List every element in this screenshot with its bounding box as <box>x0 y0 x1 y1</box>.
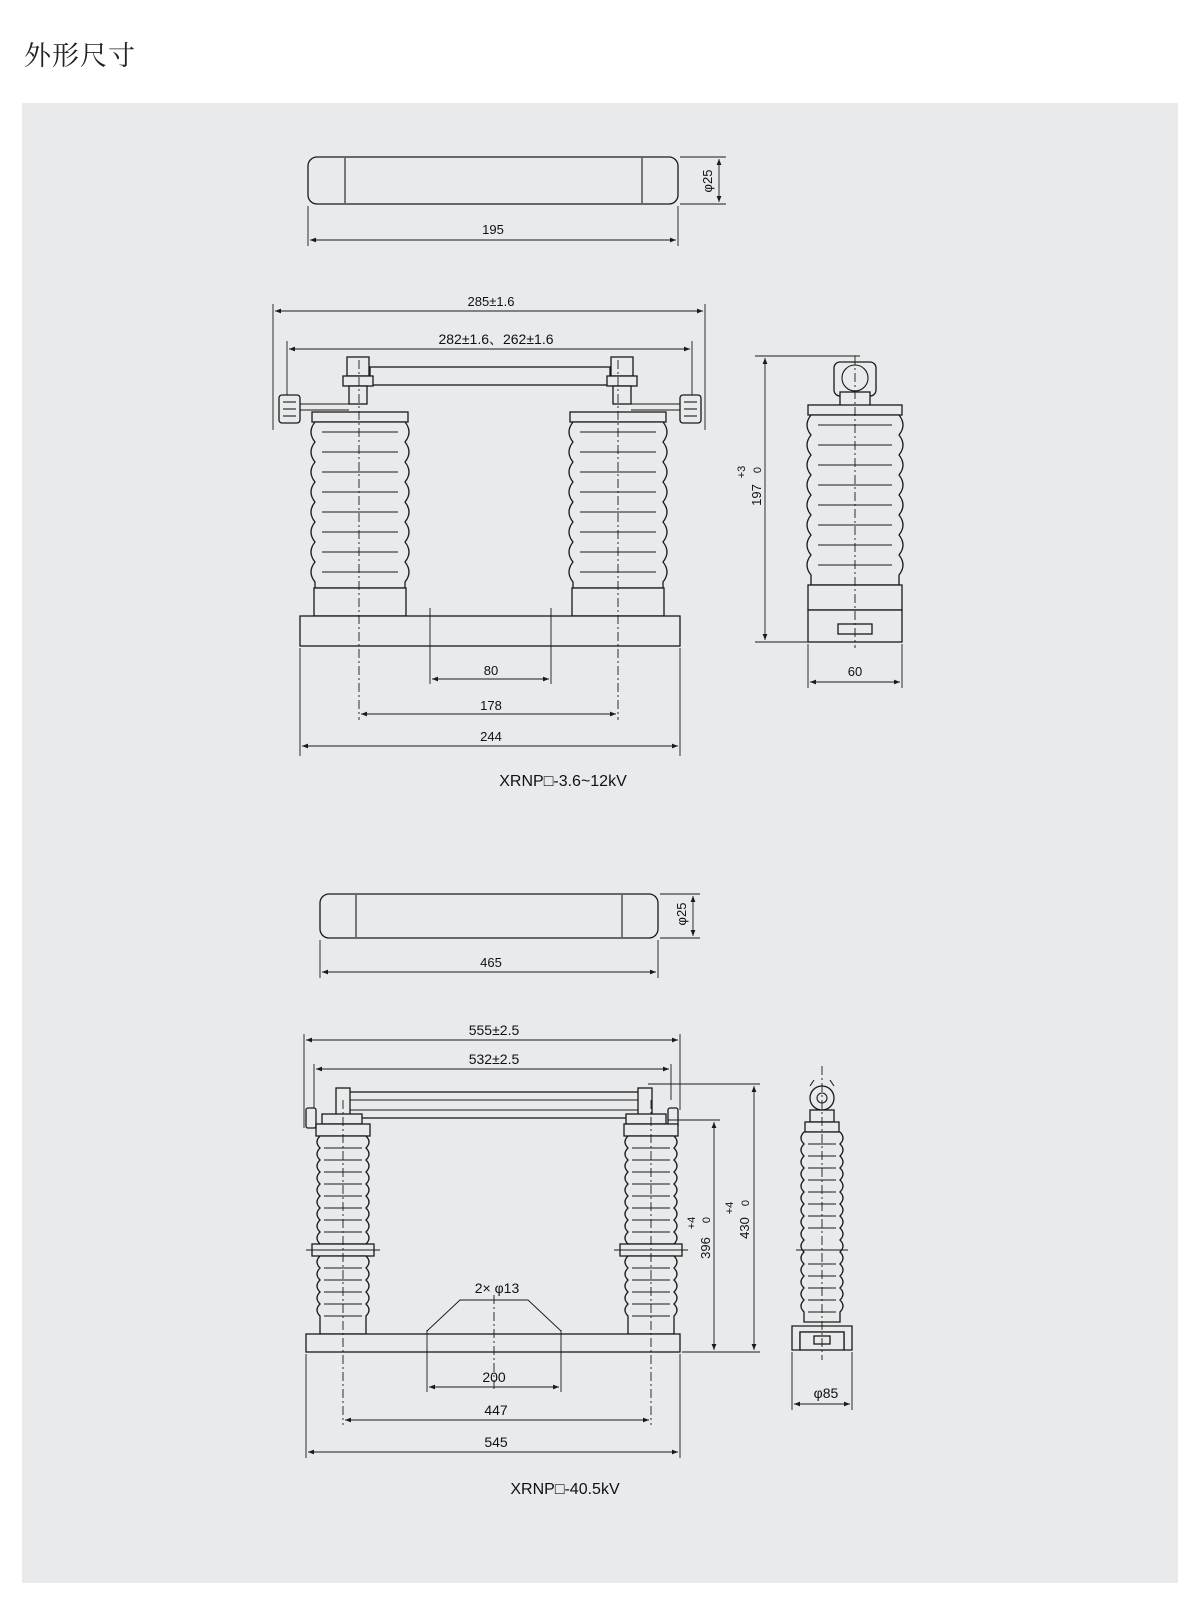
dim-a-overall: 285±1.6 <box>467 294 515 309</box>
caption-a: XRNP□-3.6~12kV <box>499 773 627 790</box>
dim-b-h2-tol-dn: 0 <box>740 1199 752 1207</box>
fuse-tube-a <box>308 157 726 246</box>
dim-b-h1: 396 <box>698 1237 713 1259</box>
dim-b-base: 545 <box>484 1434 508 1450</box>
caption-b: XRNP□-40.5kV <box>510 1481 620 1498</box>
dim-a-insulator-spacing: 178 <box>480 698 502 713</box>
fuse-assembly-b-front <box>304 1034 760 1458</box>
dim-a-base: 244 <box>480 729 502 744</box>
dim-b-h2-tol-up: +4 <box>724 1201 736 1215</box>
fuse-assembly-a-side <box>755 356 903 688</box>
dim-b-holes: 2× φ13 <box>474 1280 520 1296</box>
page-title: 外形尺寸 <box>24 41 136 72</box>
dim-b-h1-tol-dn: 0 <box>701 1216 713 1224</box>
fuse-assembly-b-side <box>792 1066 852 1410</box>
dim-a-centers: 282±1.6、262±1.6 <box>438 331 554 347</box>
fuse-assembly-a-front <box>273 304 705 756</box>
dim-a-height: 197 <box>749 484 764 506</box>
dim-b-h1-tol-up: +4 <box>686 1216 698 1230</box>
dim-a-tube-diameter: φ25 <box>700 169 715 193</box>
dim-a-height-tol-up: +3 <box>736 465 748 479</box>
dim-b-h2: 430 <box>737 1217 752 1239</box>
dim-b-tube-length: 465 <box>480 955 502 970</box>
dim-b-insulator-spacing: 447 <box>484 1402 508 1418</box>
dim-b-bolt: 200 <box>482 1369 506 1385</box>
dim-a-tube-length: 195 <box>482 222 504 237</box>
dim-b-side-diameter: φ85 <box>813 1385 839 1401</box>
dim-a-width: 60 <box>847 664 863 679</box>
dim-b-centers: 532±2.5 <box>468 1051 520 1067</box>
dim-a-height-tol-dn: 0 <box>752 466 764 474</box>
dim-b-overall: 555±2.5 <box>468 1022 520 1038</box>
dim-a-bolt: 80 <box>483 663 499 678</box>
dim-b-tube-diameter: φ25 <box>674 902 689 926</box>
fuse-tube-b <box>320 894 700 978</box>
